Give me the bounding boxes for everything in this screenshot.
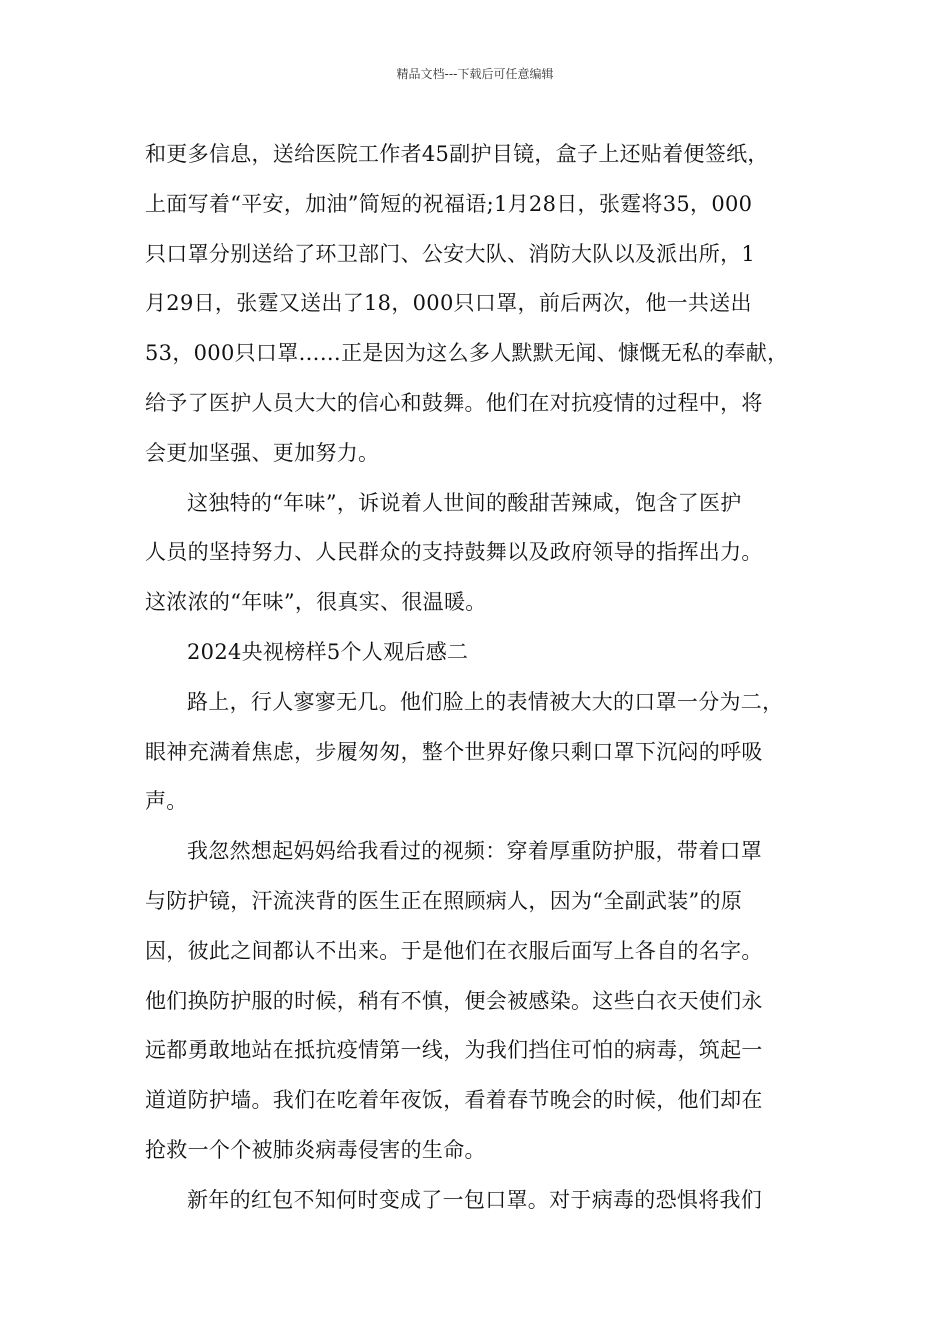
paragraph — [145, 1176, 825, 1226]
paragraph — [145, 479, 825, 628]
text-line: 眼神充满着焦虑，步履匆匆，整个世界好像只剩口罩下沉闷的呼吸 — [145, 739, 763, 764]
text-line: 他们换防护服的时候，稍有不慎，便会被感染。这些白衣天使们永 — [145, 988, 763, 1013]
text-line: 这独特的“年味”，诉说着人世间的酸甜苦辣咸，饱含了医护 — [187, 490, 742, 515]
text-line: 人员的坚持努力、人民群众的支持鼓舞以及政府领导的指挥出力。 — [145, 540, 763, 565]
text-line: 抢救一个个被肺炎病毒侵害的生命。 — [145, 1137, 486, 1162]
text-line: 53，000只口罩……正是因为这么多人默默无闻、慷慨无私的奉献， — [145, 341, 789, 366]
text-line: 2024央视榜样5个人观后感二 — [187, 639, 469, 664]
text-line: 道道防护墙。我们在吃着年夜饭，看着春节晚会的时候，他们却在 — [145, 1088, 763, 1113]
text-line: 只口罩分别送给了环卫部门、公安大队、消防大队以及派出所，1 — [145, 241, 756, 266]
text-line: 新年的红包不知何时变成了一包口罩。对于病毒的恐惧将我们 — [187, 1187, 763, 1212]
text-line: 声。 — [145, 789, 188, 814]
text-line: 这浓浓的“年味”，很真实、很温暖。 — [145, 590, 487, 615]
text-line: 路上，行人寥寥无几。他们脸上的表情被大大的口罩一分为二， — [187, 689, 784, 714]
paragraph — [145, 827, 825, 1176]
paragraph — [145, 130, 825, 479]
text-line: 远都勇敢地站在抵抗疫情第一线，为我们挡住可怕的病毒，筑起一 — [145, 1038, 763, 1063]
text-line: 与防护镜，汗流浃背的医生正在照顾病人，因为“全副武装”的原 — [145, 888, 743, 913]
text-line: 会更加坚强、更加努力。 — [145, 440, 380, 465]
document-body — [145, 130, 825, 1226]
text-line: 和更多信息，送给医院工作者45副护目镜，盒子上还贴着便签纸， — [145, 142, 769, 166]
paragraph — [145, 678, 825, 827]
text-line: 给予了医护人员大大的信心和鼓舞。他们在对抗疫情的过程中，将 — [145, 390, 763, 415]
section-heading — [145, 628, 825, 678]
text-line: 因，彼此之间都认不出来。于是他们在衣服后面写上各自的名字。 — [145, 938, 763, 963]
text-line: 我忽然想起妈妈给我看过的视频：穿着厚重防护服，带着口罩 — [187, 839, 763, 864]
text-line: 月29日，张霆又送出了18，000只口罩，前后两次，他一共送出 — [145, 291, 752, 316]
page-header: 精品文档---下载后可任意编辑 — [396, 67, 554, 81]
text-line: 上面写着“平安，加油”简短的祝福语;1月28日，张霆将35，000 — [145, 191, 753, 216]
